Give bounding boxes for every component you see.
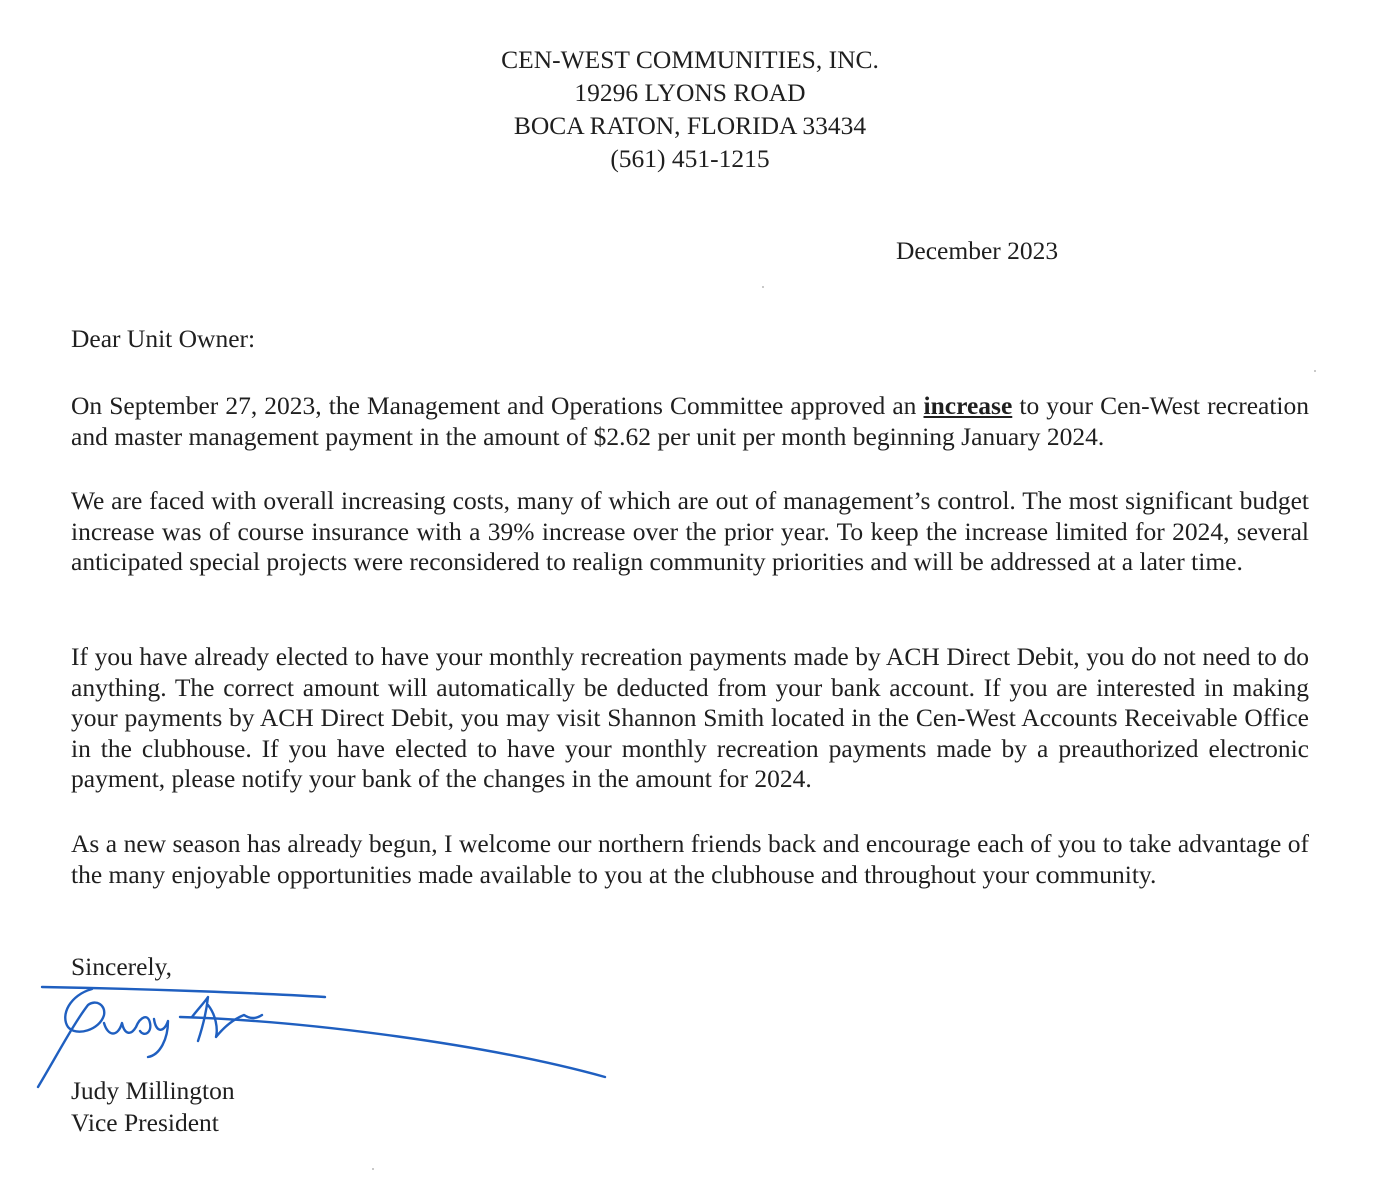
company-name: CEN-WEST COMMUNITIES, INC.: [501, 45, 879, 74]
signer-title: Vice President: [71, 1108, 219, 1137]
paragraph-increase-notice: [71, 391, 1309, 452]
phone-number: (561) 451-1215: [610, 144, 770, 173]
increase-emphasis: increase: [923, 391, 1013, 420]
paragraph-1-rest: to your Cen-West recreation and master management payment in the amount of $2.62 per unit per month beginning January 2024.: [71, 391, 1309, 451]
paragraph-1-lead: On September 27, 2023, the Management and Operations Committee approved an: [71, 391, 924, 420]
signer-block: [71, 1075, 1309, 1139]
city-state-zip: BOCA RATON, FLORIDA 33434: [513, 111, 867, 140]
closing: Sincerely,: [71, 952, 173, 981]
letterhead: [0, 43, 1380, 175]
scan-speck: [372, 1168, 374, 1170]
street-address: 19296 LYONS ROAD: [574, 78, 806, 107]
paragraph-season-welcome: As a new season has already begun, I welcome our northern friends back and encourage each of you to take advantage of the many enjoyable opportunities made available to you at the clubhouse and throughout your community.: [71, 829, 1309, 889]
paragraph-payment-instructions: If you have already elected to have your monthly recreation payments made by ACH Direct Debit, you do not need to do anything. The correct amount will automatically be deducted from your bank account. If you are interested in making your payments by ACH Direct Debit, you may visit Shannon Smith located in the Cen-West Accounts Receivable Office in the clubhouse. If you have elected to have your monthly recreation payments made by a preauthorized electronic payment, please notify your bank of the changes in the amount for 2024.: [71, 642, 1309, 793]
salutation: Dear Unit Owner:: [71, 324, 256, 353]
signer-name: Judy Millington: [71, 1076, 235, 1105]
scan-speck: [1314, 370, 1316, 372]
paragraph-cost-explanation: We are faced with overall increasing costs, many of which are out of management’s control. The most significant budget increase was of course insurance with a 39% increase over the prior year. To keep the increase limited for 2024, several anticipated special projects were reconsidered to realign community priorities and will be addressed at a later time.: [71, 486, 1309, 576]
scan-speck: [762, 286, 764, 288]
letter-date: December 2023: [896, 236, 1059, 265]
